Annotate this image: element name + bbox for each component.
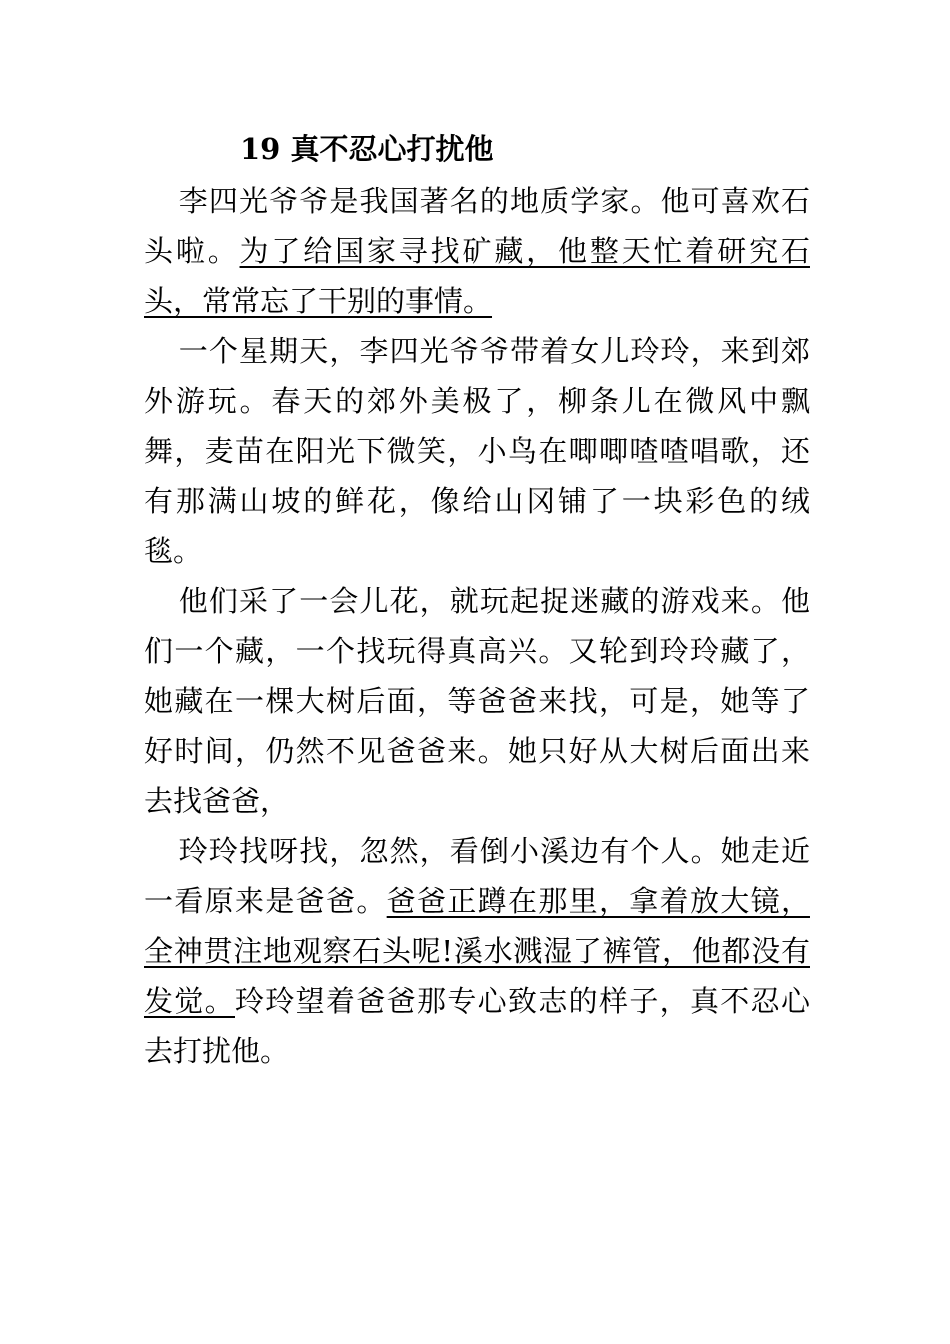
text-segment: 一个星期天，李四光爷爷带着女儿玲玲，来到郊外游玩。春天的郊外美极了，柳条儿在微风中飘舞，麦苗在阳光下微笑，小鸟在唧唧喳喳唱歌，还有那满山坡的鲜花，像给山冈铺了一块彩色的绒毯。: [144, 334, 810, 568]
document-body: [144, 122, 810, 1076]
paragraph-3: [144, 576, 810, 826]
paragraph-4: [144, 826, 810, 1076]
underlined-sentence: 爸爸正蹲在那里，拿着放大镜，全神贯注地观察石头呢!溪水溅湿了裤管，他都没有发觉。: [144, 884, 810, 1018]
paragraph-2: [144, 326, 810, 576]
text-segment: 玲玲找呀找，忽然，看倒小溪边有个人。她走近一看原来是爸爸。: [144, 834, 810, 918]
paragraph-1: [144, 176, 810, 326]
text-segment: 玲玲望着爸爸那专心致志的样子，真不忍心去打扰他。: [144, 984, 810, 1068]
document-title: 19 真不忍心打扰他: [240, 132, 494, 166]
underlined-sentence: 为了给国家寻找矿藏，他整天忙着研究石头，常常忘了干别的事情。: [144, 234, 810, 318]
text-segment: 李四光爷爷是我国著名的地质学家。他可喜欢石头啦。: [144, 184, 810, 268]
text-segment: 他们采了一会儿花，就玩起捉迷藏的游戏来。他们一个藏，一个找玩得真高兴。又轮到玲玲藏了，她藏在一棵大树后面，等爸爸来找，可是，她等了好时间，仍然不见爸爸来。她只好从大树后面出来去找爸爸，: [144, 584, 810, 818]
